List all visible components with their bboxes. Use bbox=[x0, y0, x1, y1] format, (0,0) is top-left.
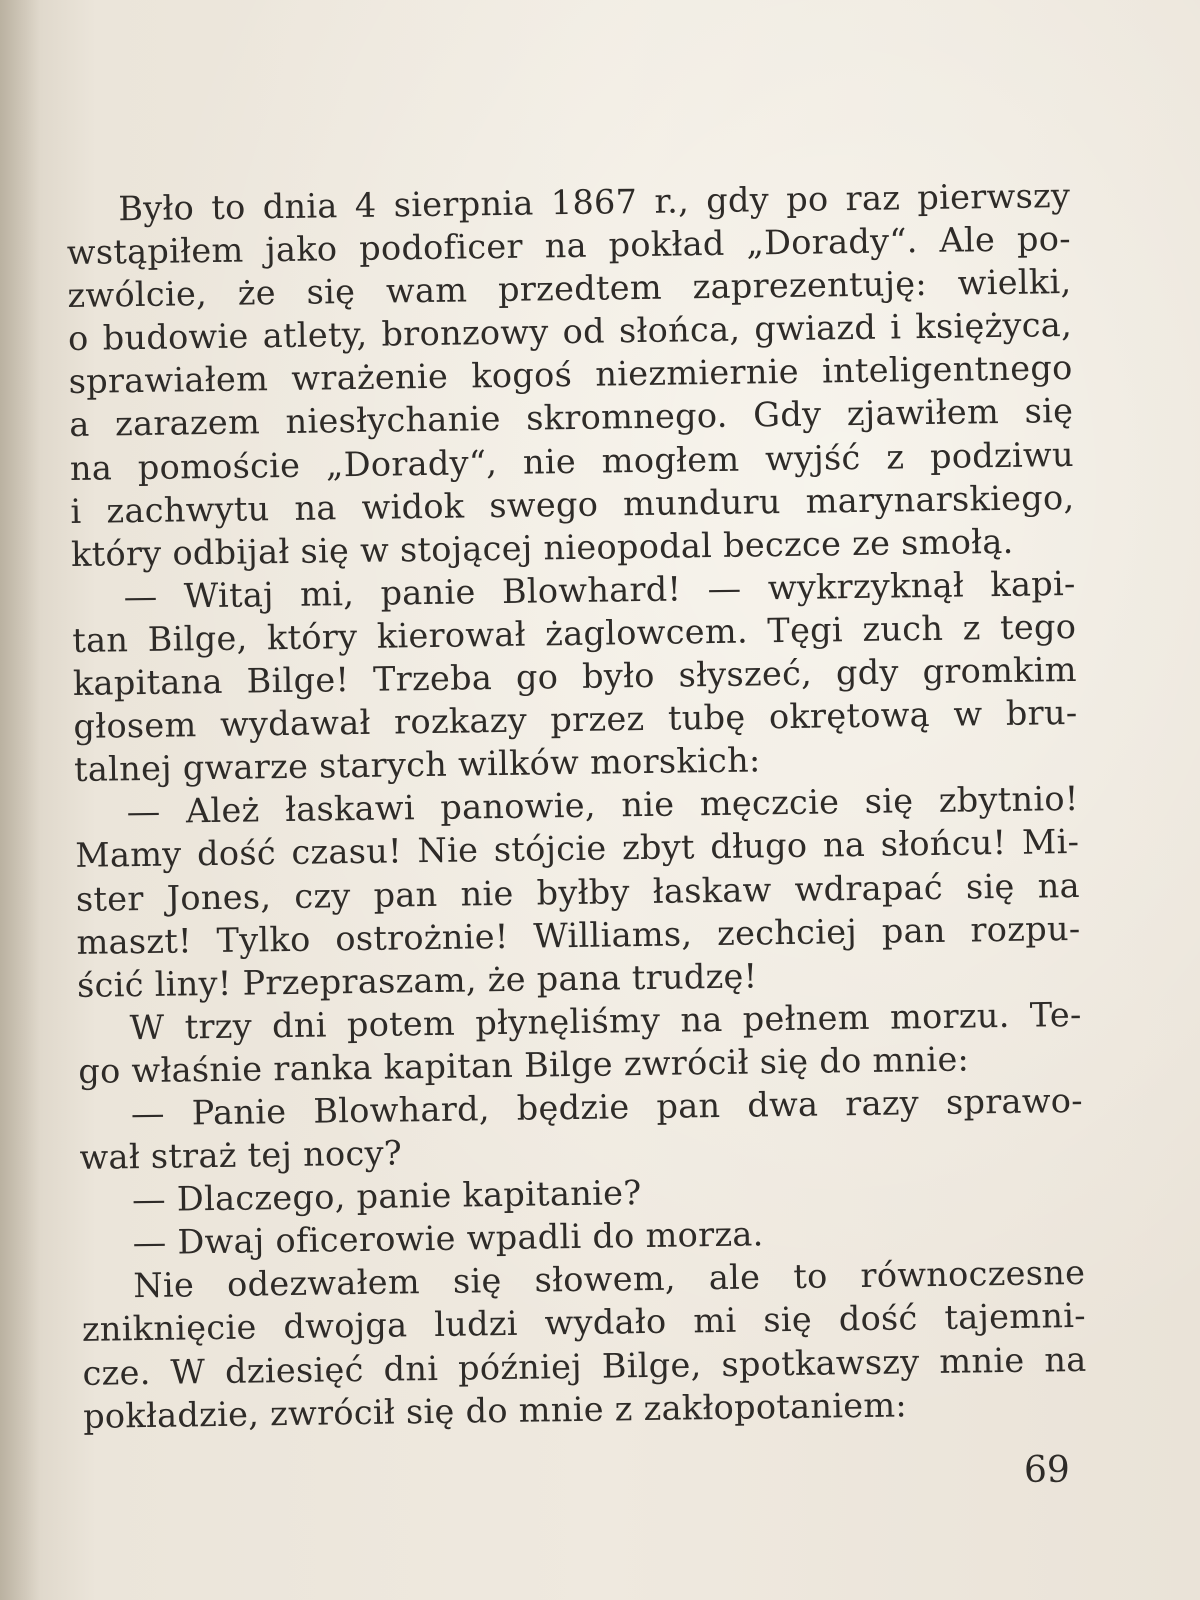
text-line: wstąpiłem jako podoficer na pokład „Dorady“. Ale po- bbox=[66, 219, 1072, 273]
text-line: zwólcie, że się wam przedtem zaprezentuję: wielki, bbox=[67, 262, 1072, 316]
text-line: pokładzie, zwrócił się do mnie z zakłopotaniem: bbox=[82, 1385, 908, 1436]
text-line: maszt! Tylko ostrożnie! Williams, zechciej pan rozpu- bbox=[76, 908, 1081, 962]
text-line: — Dlaczego, panie kapitanie? bbox=[131, 1173, 642, 1220]
page-number: 69 bbox=[1024, 1450, 1070, 1491]
text-line: go właśnie ranka kapitan Bilge zwrócił się do mnie: bbox=[78, 1039, 970, 1091]
text-line: Mamy dość czasu! Nie stójcie zbyt długo na słońcu! Mi- bbox=[75, 822, 1080, 876]
text-line: który odbijał się w stojącej nieopodal beczce ze smołą. bbox=[70, 521, 1014, 574]
text-line: Było to dnia 4 sierpnia 1867 r., gdy po raz pierwszy bbox=[118, 175, 1071, 229]
text-line: cze. W dziesięć dni później Bilge, spotkawszy mnie na bbox=[82, 1339, 1087, 1393]
text-line: zniknięcie dwojga ludzi wydało mi się dość tajemni- bbox=[81, 1296, 1087, 1350]
text-line: o budowie atlety, bronzowy od słońca, gwiazd i księżyca, bbox=[67, 305, 1073, 359]
text-line: sprawiałem wrażenie kogoś niezmiernie inteligentnego bbox=[68, 348, 1073, 402]
text-line: na pomoście „Dorady“, nie mogłem wyjść z podziwu bbox=[69, 434, 1075, 488]
text-line: tan Bilge, który kierował żaglowcem. Tęgi zuch z tego bbox=[72, 606, 1077, 660]
text-line: a zarazem niesłychanie skromnego. Gdy zjawiłem się bbox=[69, 391, 1074, 445]
text-line: kapitana Bilge! Trzeba go było słyszeć, gdy gromkim bbox=[72, 649, 1078, 703]
text-line: — Ależ łaskawi panowie, nie męczcie się zbytnio! bbox=[126, 779, 1079, 832]
text-line: — Witaj mi, panie Blowhard! — wykrzyknął kapi- bbox=[123, 563, 1076, 617]
text-line: ścić liny! Przepraszam, że pana trudzę! bbox=[76, 956, 758, 1005]
body-text bbox=[66, 174, 1087, 1438]
text-line: głosem wydawał rozkazy przez tubę okrętową w bru- bbox=[73, 693, 1078, 747]
text-line: ster Jones, czy pan nie byłby łaskaw wdrapać się na bbox=[75, 865, 1081, 919]
text-line: — Panie Blowhard, będzie pan dwa razy sprawo- bbox=[130, 1080, 1084, 1134]
page-gutter-shadow bbox=[0, 0, 40, 1600]
text-line: wał straż tej nocy? bbox=[79, 1133, 403, 1177]
text-line: Nie odezwałem się słowem, ale to równoczesne bbox=[133, 1253, 1086, 1306]
text-line: talnej gwarze starych wilków morskich: bbox=[73, 740, 761, 790]
text-line: W trzy dni potem płynęliśmy na pełnem morzu. Te- bbox=[129, 994, 1082, 1047]
text-line: i zachwytu na widok swego munduru marynarskiego, bbox=[70, 477, 1075, 531]
text-line: — Dwaj oficerowie wpadli do morza. bbox=[132, 1214, 764, 1263]
